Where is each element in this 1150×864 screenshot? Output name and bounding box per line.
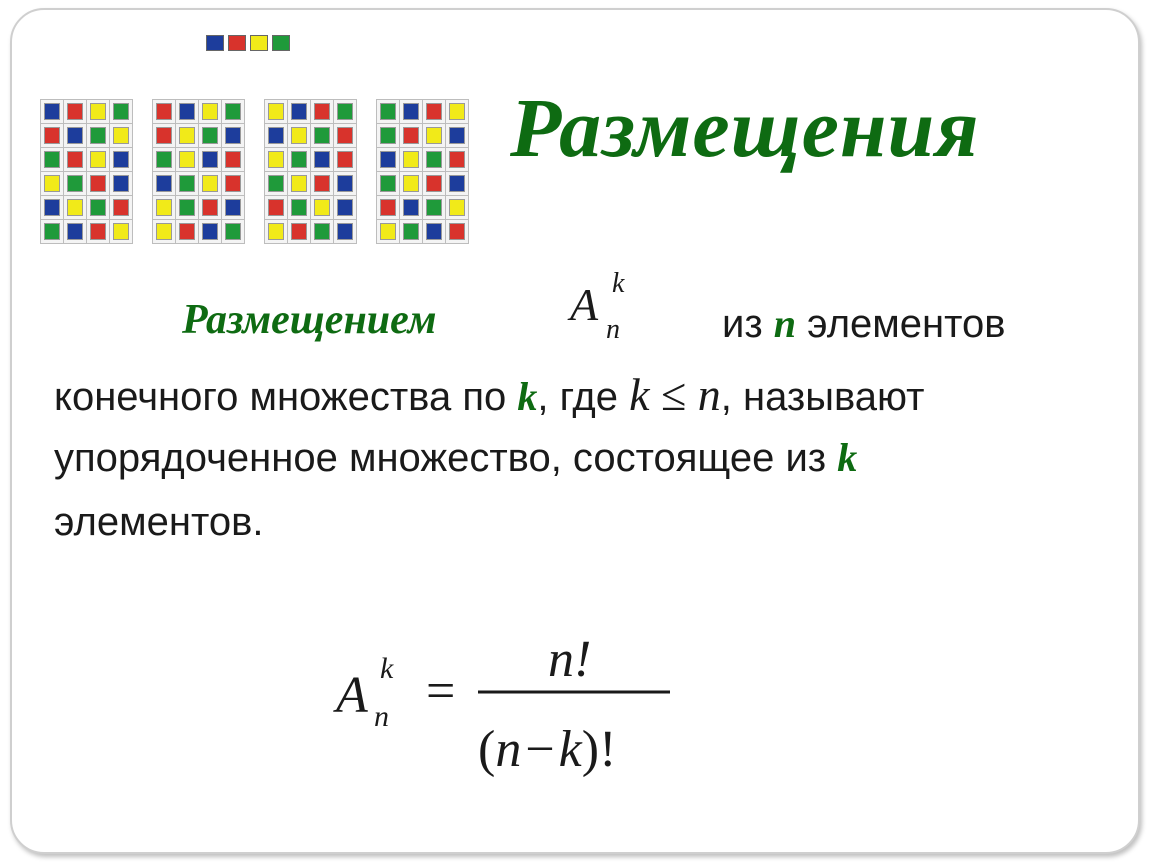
color-cell <box>311 148 333 171</box>
color-cell <box>176 100 198 123</box>
color-cell <box>199 148 221 171</box>
color-cell <box>153 196 175 219</box>
color-cell <box>110 196 132 219</box>
color-cell <box>64 172 86 195</box>
legend-square-red <box>228 35 246 51</box>
color-cell <box>222 220 244 243</box>
color-cell <box>334 220 356 243</box>
color-cell <box>64 148 86 171</box>
text-fragment: элементов <box>796 302 1006 346</box>
color-cell <box>222 100 244 123</box>
color-cell <box>334 148 356 171</box>
color-cell <box>265 196 287 219</box>
color-cell <box>87 196 109 219</box>
color-cell <box>87 124 109 147</box>
color-cell <box>400 148 422 171</box>
formula-lhs-superscript: k <box>380 652 394 685</box>
color-cell <box>153 148 175 171</box>
definition-line-2 <box>54 368 924 421</box>
color-cell <box>87 172 109 195</box>
color-cell <box>64 124 86 147</box>
color-cell <box>446 124 468 147</box>
color-cell <box>288 100 310 123</box>
formula-lhs-subscript: n <box>374 700 389 733</box>
color-cell <box>110 148 132 171</box>
color-cell <box>64 220 86 243</box>
color-cell <box>41 124 63 147</box>
color-cell <box>153 172 175 195</box>
color-cell <box>377 172 399 195</box>
color-legend <box>206 35 290 51</box>
color-cell <box>400 196 422 219</box>
color-cell <box>334 172 356 195</box>
color-cell <box>41 100 63 123</box>
color-cell <box>199 172 221 195</box>
symbol-superscript: k <box>612 270 625 299</box>
highlight-n: n <box>773 301 797 346</box>
formula-lhs-base: A <box>336 667 368 724</box>
color-cell <box>288 172 310 195</box>
legend-square-yellow <box>250 35 268 51</box>
color-cell <box>222 172 244 195</box>
color-cell <box>265 220 287 243</box>
color-cell <box>265 172 287 195</box>
color-cell <box>110 100 132 123</box>
color-cell <box>222 148 244 171</box>
definition-term: Размещением <box>182 297 437 343</box>
slide-title: Размещения <box>510 82 980 175</box>
color-cell <box>176 148 198 171</box>
color-cell <box>311 196 333 219</box>
definition-line-4: элементов. <box>54 500 264 544</box>
color-cell <box>311 100 333 123</box>
arrangement-symbol <box>566 270 646 350</box>
color-cell <box>334 124 356 147</box>
color-cell <box>153 220 175 243</box>
color-cell <box>110 124 132 147</box>
permutation-formula <box>330 620 690 790</box>
highlight-k: k <box>517 374 538 419</box>
color-cell <box>288 148 310 171</box>
color-cell <box>153 100 175 123</box>
color-arrangement-grid-1 <box>40 99 133 244</box>
color-cell <box>377 124 399 147</box>
color-cell <box>423 196 445 219</box>
color-cell <box>176 196 198 219</box>
color-cell <box>446 220 468 243</box>
text-fragment: , называют <box>720 375 925 419</box>
color-cell <box>288 220 310 243</box>
formula-equals: = <box>426 663 456 720</box>
color-cell <box>311 172 333 195</box>
color-cell <box>265 148 287 171</box>
color-cell <box>222 196 244 219</box>
color-cell <box>176 220 198 243</box>
color-cell <box>176 124 198 147</box>
color-cell <box>265 100 287 123</box>
color-cell <box>311 124 333 147</box>
formula-denominator: (n−k)! <box>478 721 617 778</box>
color-cell <box>400 100 422 123</box>
color-cell <box>288 124 310 147</box>
color-cell <box>64 196 86 219</box>
color-cell <box>423 124 445 147</box>
color-cell <box>334 100 356 123</box>
color-cell <box>64 100 86 123</box>
legend-square-green <box>272 35 290 51</box>
color-cell <box>446 148 468 171</box>
color-arrangement-grid-3 <box>264 99 357 244</box>
color-cell <box>41 196 63 219</box>
definition-line-3 <box>54 434 857 481</box>
symbol-subscript: n <box>606 314 620 345</box>
color-cell <box>87 100 109 123</box>
formula-numerator: n! <box>548 631 592 688</box>
symbol-base: A <box>570 279 599 330</box>
color-cell <box>41 220 63 243</box>
color-cell <box>446 172 468 195</box>
color-cell <box>377 100 399 123</box>
color-cell <box>199 196 221 219</box>
color-cell <box>377 148 399 171</box>
color-cell <box>153 124 175 147</box>
color-cell <box>423 172 445 195</box>
condition-k-le-n: k ≤ n <box>629 369 721 420</box>
text-fragment: из <box>722 302 774 346</box>
color-cell <box>423 220 445 243</box>
color-cell <box>377 196 399 219</box>
color-cell <box>110 172 132 195</box>
color-cell <box>400 220 422 243</box>
color-cell <box>265 124 287 147</box>
color-cell <box>199 220 221 243</box>
color-cell <box>288 196 310 219</box>
color-cell <box>222 124 244 147</box>
color-arrangement-grid-4 <box>376 99 469 244</box>
color-cell <box>400 124 422 147</box>
color-cell <box>87 148 109 171</box>
definition-line-1 <box>722 300 1005 347</box>
color-cell <box>423 148 445 171</box>
color-cell <box>199 100 221 123</box>
highlight-k: k <box>837 435 858 480</box>
color-cell <box>176 172 198 195</box>
color-cell <box>110 220 132 243</box>
text-fragment: упорядоченное множество, состоящее из <box>54 436 838 480</box>
color-cell <box>377 220 399 243</box>
color-cell <box>446 100 468 123</box>
color-cell <box>311 220 333 243</box>
text-fragment: , где <box>537 375 618 419</box>
color-cell <box>41 148 63 171</box>
text-fragment: конечного множества по <box>54 375 518 419</box>
legend-square-blue <box>206 35 224 51</box>
color-cell <box>41 172 63 195</box>
color-cell <box>334 196 356 219</box>
color-cell <box>400 172 422 195</box>
color-arrangement-grid-2 <box>152 99 245 244</box>
color-cell <box>446 196 468 219</box>
color-cell <box>199 124 221 147</box>
color-cell <box>423 100 445 123</box>
color-cell <box>87 220 109 243</box>
